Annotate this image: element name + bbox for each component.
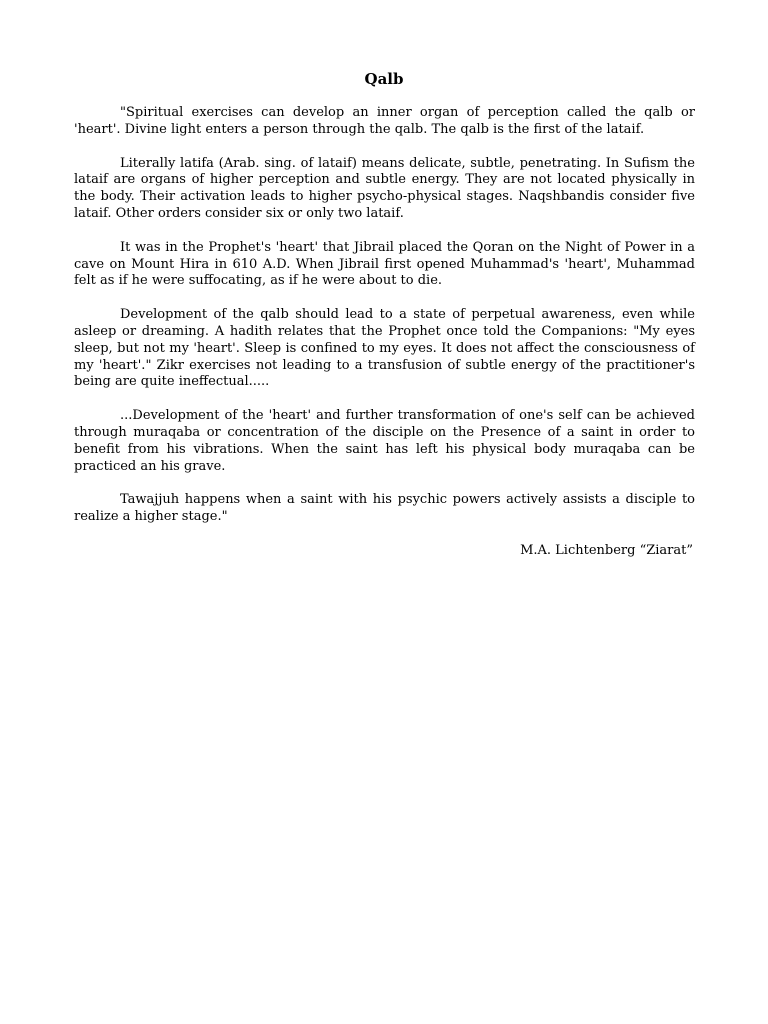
page-title: Qalb [364, 70, 404, 88]
paragraph: ...Development of the 'heart' and further transformation of one's self can be achieved through muraqaba or concentration of the disciple on the Presence of a saint in order to benefit from his vibrations. When the saint has left his physical body muraqaba can be practiced an his grave. [74, 408, 695, 474]
paragraph: "Spiritual exercises can develop an inner organ of perception called the qalb or 'heart'. Divine light enters a person through the qalb. The qalb is the first of the lataif. [74, 105, 695, 137]
signature: M.A. Lichtenberg “Ziarat” [520, 543, 693, 558]
document-body [74, 105, 695, 543]
paragraph: Tawajjuh happens when a saint with his psychic powers actively assists a disciple to realize a higher stage." [74, 492, 695, 525]
paragraph: Literally latifa (Arab. sing. of lataif) means delicate, subtle, penetrating. In Sufism the lataif are organs of higher perception and subtle energy. They are not located physically in the body. Their activation leads to higher psycho-physical stages. Naqshbandis consider five lataif. Other orders consider six or only two lataif. [74, 155, 695, 221]
paragraph: Development of the qalb should lead to a state of perpetual awareness, even while asleep or dreaming. A hadith relates that the Prophet once told the Companions: "My eyes sleep, but not my 'heart'. Sleep is confined to my eyes. It does not affect the consciousness of my 'heart'." Zikr exercises not leading to a transfusion of subtle energy of the practitioner's being are quite ineffectual..... [74, 307, 695, 390]
paragraph: It was in the Prophet's 'heart' that Jibrail placed the Qoran on the Night of Power in a cave on Mount Hira in 610 A.D. When Jibrail first opened Muhammad's 'heart', Muhammad felt as if he were suffocating, as if he were about to die. [74, 239, 695, 289]
